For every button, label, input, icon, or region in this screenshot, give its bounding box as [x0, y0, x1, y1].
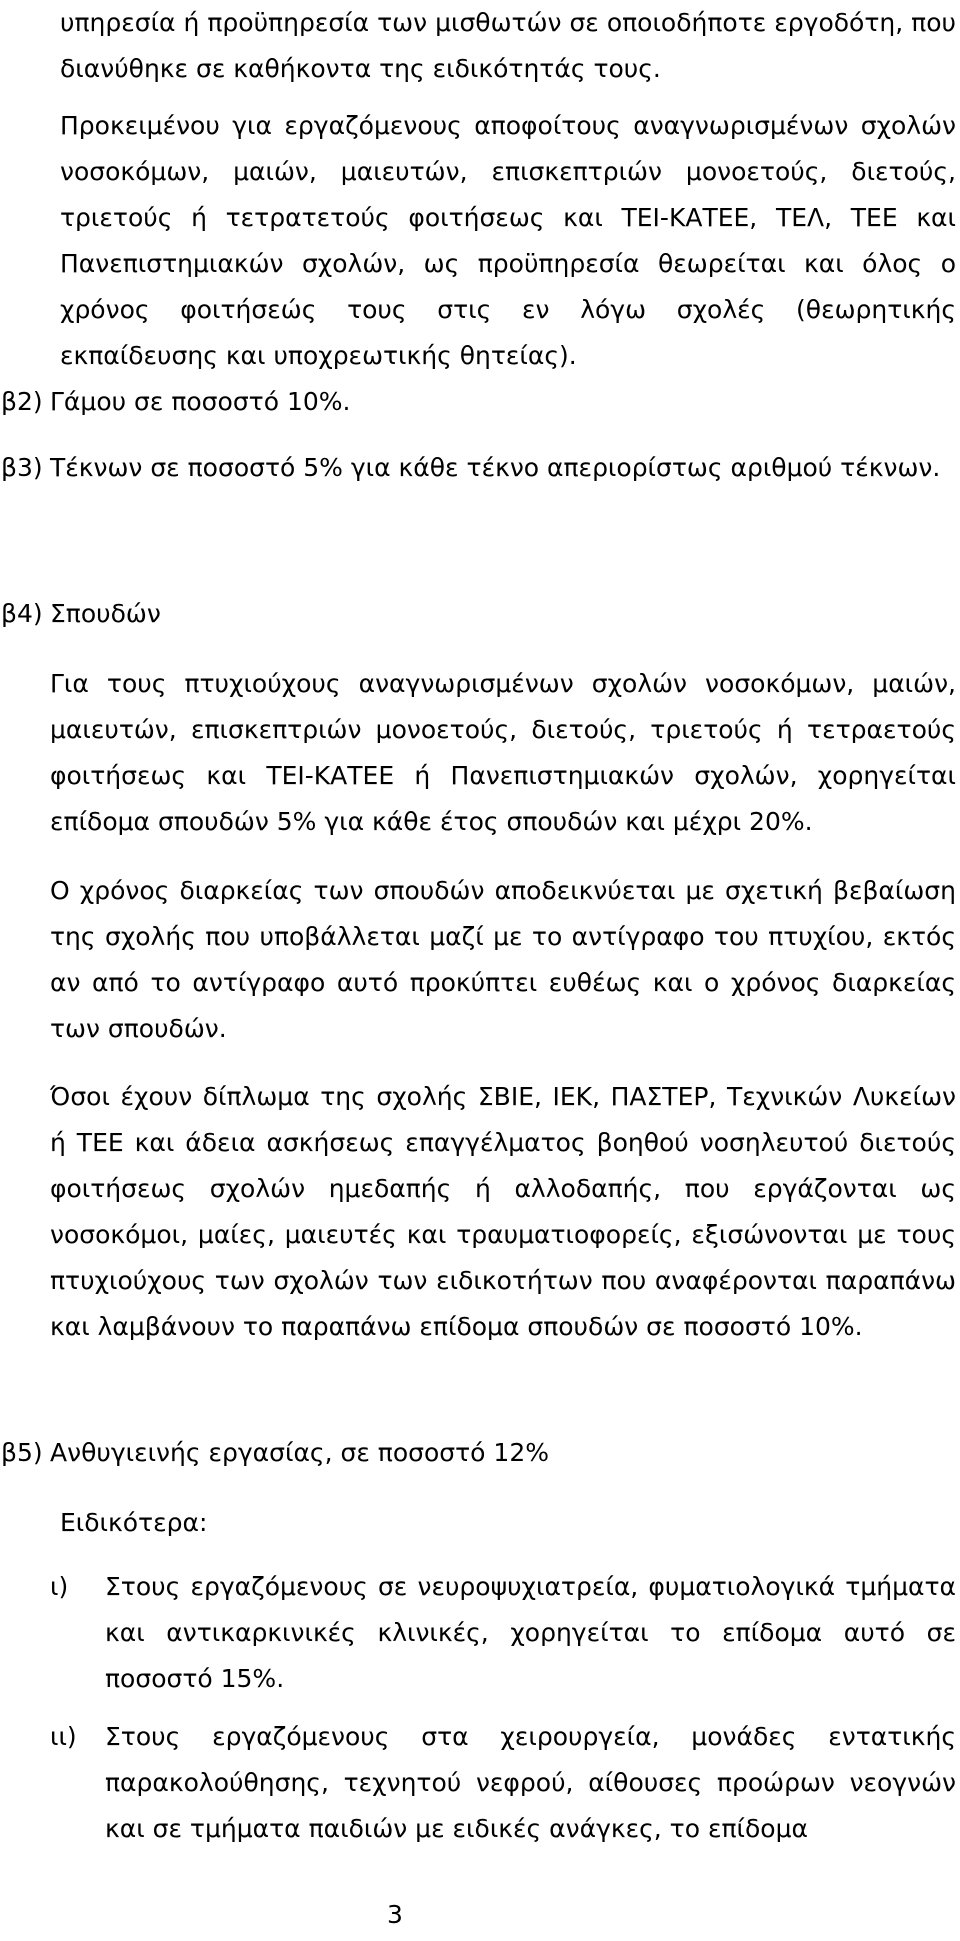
- item-label-i: ι): [50, 1572, 69, 1601]
- paragraph-studies-allowance: Για τους πτυχιούχους αναγνωρισμένων σχολών νοσοκόμων, μαιών, μαιευτών, επισκεπτριών μονοετούς, διετούς, τριετούς ή τετραετούς φοιτήσεως και ΤΕΙ-ΚΑΤΕΕ ή Πανεπιστημιακών σχολών, χορηγείται επίδομα σπουδών 5% για κάθε έτος σπουδών και μέχρι 20%.: [50, 669, 956, 836]
- item-text-children: Τέκνων σε ποσοστό 5% για κάθε τέκνο απεριορίστως αριθμού τέκνων.: [50, 453, 941, 482]
- item-text-unhealthy-work: Ανθυγιεινής εργασίας, σε ποσοστό 12%: [50, 1438, 549, 1467]
- subheading-specifically: Ειδικότερα:: [60, 1508, 208, 1537]
- paragraph-study-duration: Ο χρόνος διαρκείας των σπουδών αποδεικνύεται με σχετική βεβαίωση της σχολής που υποβάλλεται μαζί με το αντίγραφο του πτυχίου, εκτός αν από το αντίγραφο αυτό προκύπτει ευθέως και ο χρόνος διαρκείας των σπουδών.: [50, 876, 956, 1043]
- item-label-b3: β3): [1, 453, 43, 482]
- item-label-ii: ιι): [50, 1722, 77, 1751]
- item-text-marriage: Γάμου σε ποσοστό 10%.: [50, 387, 351, 416]
- page-number: 3: [387, 1900, 403, 1929]
- item-label-b4: β4): [1, 599, 43, 628]
- item-text-surgery: Στους εργαζόμενους στα χειρουργεία, μονάδες εντατικής παρακολούθησης, τεχνητού νεφρού, αίθουσες προώρων νεογνών και σε τμήματα παιδιών με ειδικές ανάγκες, το επίδομα: [105, 1722, 956, 1843]
- item-label-b5: β5): [1, 1438, 43, 1467]
- paragraph-service-continuation: υπηρεσία ή προϋπηρεσία των μισθωτών σε οποιοδήποτε εργοδότη, που διανύθηκε σε καθήκοντα της ειδικότητάς τους.: [60, 8, 956, 83]
- item-text-studies: Σπουδών: [50, 599, 161, 628]
- item-label-b2: β2): [1, 387, 43, 416]
- paragraph-diploma-holders: Όσοι έχουν δίπλωμα της σχολής ΣΒΙΕ, ΙΕΚ, ΠΑΣΤΕΡ, Τεχνικών Λυκείων ή ΤΕΕ και άδεια ασκήσεως επαγγέλματος βοηθού νοσηλευτού διετούς φοιτήσεως σχολών ημεδαπής ή αλλοδαπής, που εργάζονται ως νοσοκόμοι, μαίες, μαιευτές και τραυματιοφορείς, εξισώνονται με τους πτυχιούχους των σχολών των ειδικοτήτων που αναφέρονται παραπάνω και λαμβάνουν το παραπάνω επίδομα σπουδών σε ποσοστό 10%.: [50, 1082, 956, 1341]
- paragraph-students-service: Προκειμένου για εργαζόμενους αποφοίτους αναγνωρισμένων σχολών νοσοκόμων, μαιών, μαιευτών, επισκεπτριών μονοετούς, διετούς, τριετούς ή τετρατετούς φοιτήσεως και ΤΕΙ-ΚΑΤΕΕ, ΤΕΛ, ΤΕΕ και Πανεπιστημιακών σχολών, ως προϋπηρεσία θεωρείται και όλος ο χρόνος φοιτήσεώς τους στις εν λόγω σχολές (θεωρητικής εκπαίδευσης και υποχρεωτικής θητείας).: [60, 111, 956, 370]
- item-text-psychiatric: Στους εργαζόμενους σε νευροψυχιατρεία, φυματιολογικά τμήματα και αντικαρκινικές κλινικές, χορηγείται το επίδομα αυτό σε ποσοστό 15%.: [105, 1572, 956, 1693]
